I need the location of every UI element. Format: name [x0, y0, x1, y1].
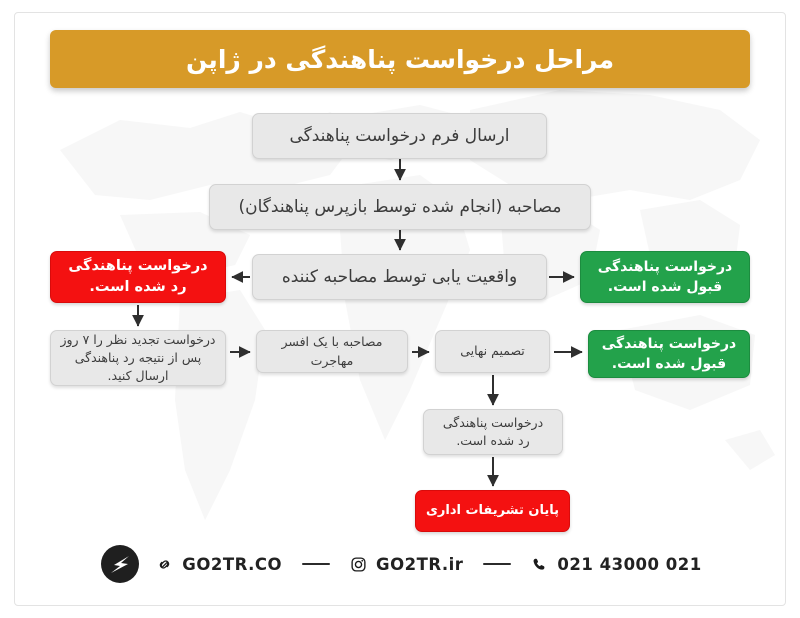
node-interview-label: مصاحبه (انجام شده توسط بازپرس پناهندگان) [238, 196, 562, 217]
node-appeal-request [50, 330, 226, 386]
node-apply [252, 113, 547, 159]
node-accepted-second-label [597, 334, 741, 375]
phone-text: 021 43000 021 [557, 554, 702, 574]
page-title-text: مراحل درخواست پناهندگی در ژاپن [185, 44, 615, 74]
node-accepted-first-label [589, 257, 741, 298]
node-accepted-first-line2: قبول شده است. [607, 279, 723, 295]
node-immigration-officer-interview [256, 330, 408, 373]
instagram-text: GO2TR.ir [376, 554, 464, 574]
phone-icon [531, 556, 548, 573]
footer-divider-2 [483, 563, 511, 565]
node-rejected-first-label [59, 256, 217, 298]
node-fact-finding [252, 254, 547, 300]
link-icon [156, 556, 173, 573]
website-text: GO2TR.CO [182, 554, 283, 574]
node-rejected-second-line1: درخواست پناهندگی [442, 414, 544, 430]
node-accepted-first-line1: درخواست پناهندگی [597, 258, 733, 275]
phone-contact[interactable] [531, 555, 701, 574]
instagram-contact[interactable] [350, 555, 463, 574]
brand-logo-icon [98, 542, 142, 586]
node-end-of-procedure-label: پایان تشریفات اداری [425, 502, 560, 518]
node-interview [209, 184, 591, 230]
node-rejected-first [50, 251, 226, 303]
node-apply-label: ارسال فرم درخواست پناهندگی [289, 125, 510, 146]
node-immigration-officer-interview-label: مصاحبه با یک افسر مهاجرت [281, 334, 383, 368]
node-rejected-second-line2: رد شده است. [456, 433, 530, 448]
footer-divider-1 [302, 563, 330, 565]
node-appeal-request-label [59, 331, 217, 385]
node-rejected-first-line2: رد شده است. [89, 279, 187, 295]
instagram-icon [350, 556, 367, 573]
node-rejected-second-label [432, 414, 554, 450]
node-accepted-first [580, 251, 750, 303]
node-accepted-second-line1: درخواست پناهندگی [601, 335, 737, 352]
node-appeal-request-line2: پس از نتیجه رد پناهندگی ارسال کنید. [74, 349, 202, 384]
node-appeal-request-line1: درخواست تجدید نظر را ۷ روز [60, 331, 216, 347]
node-accepted-second-line2: قبول شده است. [611, 356, 727, 372]
node-rejected-second [423, 409, 563, 455]
node-end-of-procedure [415, 490, 570, 532]
node-final-decision [435, 330, 550, 373]
website-contact[interactable] [156, 555, 282, 574]
node-final-decision-label: تصمیم نهایی [460, 343, 525, 359]
node-fact-finding-label: واقعیت یابی توسط مصاحبه کننده [281, 266, 518, 287]
node-rejected-first-line1: درخواست پناهندگی [68, 257, 208, 274]
node-accepted-second [588, 330, 750, 378]
footer-contact-bar [0, 536, 800, 592]
